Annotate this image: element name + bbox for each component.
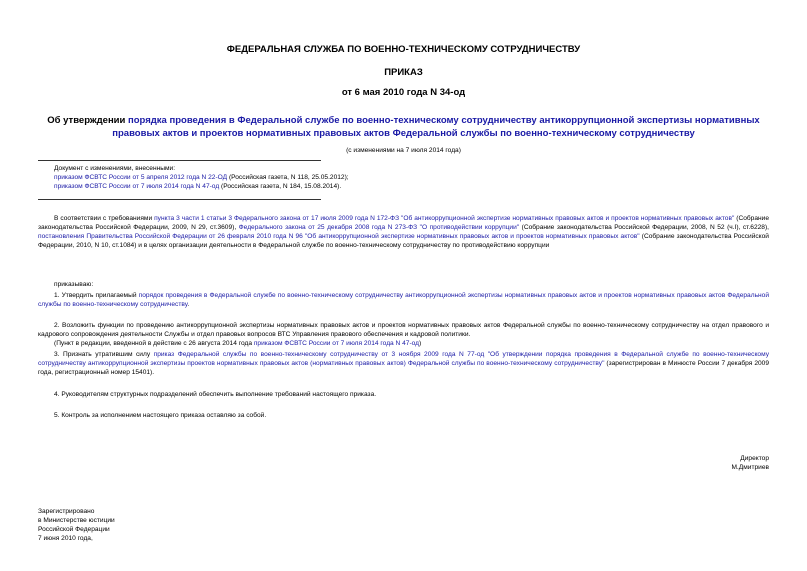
procedure-link[interactable]: порядок проведения в Федеральной службе по военно-техническому сотрудничеству антикоррупционной экспертизы нормативных правовых актов и проектов нормативных правовых актов Федеральной службы по военно-техническому сотрудничеству [38, 292, 769, 308]
note-link-47[interactable]: приказом ФСВТС России от 7 июля 2014 года N 47-од [253, 340, 420, 347]
changes-bottom-divider [38, 199, 321, 200]
preamble-link-law-273[interactable]: Федерального закона от 25 декабря 2008 года N 273-ФЗ "О противодействии коррупции" [238, 224, 520, 231]
paragraph-4: 4. Руководителям структурных подразделений обеспечить выполнение требований настоящего приказа. [54, 391, 377, 398]
agency-heading: ФЕДЕРАЛЬНАЯ СЛУЖБА ПО ВОЕННО-ТЕХНИЧЕСКОМУ СОТРУДНИЧЕСТВУ [226, 44, 581, 55]
date-heading: от 6 мая 2010 года N 34-од [341, 87, 466, 98]
change-link-1[interactable]: приказом ФСВТС России от 5 апреля 2012 года N 22-ОД [54, 174, 228, 181]
doc-type-heading: ПРИКАЗ [384, 67, 423, 78]
paragraph-2-note: (Пункт в редакции, введенной в действие с 26 августа 2014 года приказом ФСВТС России от 7 июля 2014 года N 47-од) [54, 340, 422, 347]
change-item: приказом ФСВТС России от 5 апреля 2012 года N 22-ОД (Российская газета, N 118, 25.05.2012); [54, 174, 349, 181]
title-prefix: Об утверждении [47, 115, 128, 126]
paragraph-1: 1. Утвердить прилагаемый порядок проведения в Федеральной службе по военно-техническому сотрудничеству антикоррупционной экспертизы нормативных правовых актов и проектов нормативных правовых актов Федеральной службы по военно-техническому сотрудничеству. [38, 292, 769, 308]
preamble-link-decree-96[interactable]: постановления Правительства Российской Федерации от 26 февраля 2010 года N 96 "Об антикоррупционной экспертизе нормативных правовых актов и проектов нормативных правовых актов" [38, 233, 640, 240]
registration-block: Зарегистрировано в Министерстве юстиции Российской Федерации 7 июня 2010 года, [38, 508, 115, 542]
signatory-name: М.Дмитриев [731, 464, 769, 471]
repealed-order-link[interactable]: приказ Федеральной службы по военно-техническому сотрудничеству от 3 ноября 2009 года N 77-од "Об утверждении порядка проведения в Федеральной службе по военно-техническому сотрудничеству антикоррупционной экспертизы проектов нормативных правовых актов (нормативных правовых актов) Федеральной службы по военно-техническому сотрудничеству" [38, 351, 770, 367]
signature-block [731, 454, 769, 472]
paragraph-5: 5. Контроль за исполнением настоящего приказа оставляю за собой. [54, 412, 267, 419]
changes-top-divider [38, 160, 321, 161]
change-item: приказом ФСВТС России от 7 июля 2014 года N 47-од (Российская газета, N 184, 15.08.2014). [54, 183, 342, 190]
paragraph-2: 2. Возложить функции по проведению антикоррупционной экспертизы нормативных правовых актов и проектов нормативных правовых актов Федеральной службы по военно-техническому сотрудничеству на отдел правового и кадрового сопровождения деятельности Службы и отдел правовых вопросов ВТС Управления правового обеспечения и кадровой политики. (Пункт в редакции, введенной в действие с 26 августа 2014 года приказом ФСВТС России от 7 июля 2014 года N 47-од) [38, 322, 769, 347]
preamble-paragraph: В соответствии с требованиями пункта 3 части 1 статьи 3 Федерального закона от 17 июля 2009 года N 172-ФЗ "Об антикоррупционной экспертизе нормативных правовых актов и проектов нормативных правовых актов" (Собрание законодательства Российской Федерации, 2009, N 29, ст.3609), Федерального закона от 25 декабря 2008 года N 273-ФЗ "О противодействии коррупции" (Собрание законодательства Российской Федерации, 2008, N 52 (ч.I), ст.6228), постановления Правительства Российской Федерации от 26 февраля 2010 года N 96 "Об антикоррупционной экспертизе нормативных правовых актов и проектов нормативных правовых актов" (Собрание законодательства Российской Федерации, 2010, N 10, ст.1084) и в целях организации деятельности в Федеральной службе по военно-техническому сотрудничеству по противодействию коррупции [38, 215, 769, 249]
order-word: приказываю: [54, 281, 94, 288]
edition-note: (с изменениями на 7 июля 2014 года) [346, 147, 461, 154]
paragraph-3: 3. Признать утратившим силу приказ Федеральной службы по военно-техническому сотрудничеству от 3 ноября 2009 года N 77-од "Об утверждении порядка проведения в Федеральной службе по военно-техническому сотрудничеству антикоррупционной экспертизы проектов нормативных правовых актов (нормативных правовых актов) Федеральной службы по военно-техническому сотрудничеству" (зарегистрирован в Минюсте России 7 декабря 2009 года, регистрационный номер 15401). [38, 351, 770, 376]
document-title [30, 114, 777, 140]
preamble-link-law-172[interactable]: пункта 3 части 1 статьи 3 Федерального закона от 17 июля 2009 года N 172-ФЗ "Об антикоррупционной экспертизе нормативных правовых актов и проектов нормативных правовых актов" [154, 215, 735, 222]
title-link[interactable]: порядка проведения в Федеральной службе по военно-техническому сотрудничеству антикоррупционной экспертизы нормативных правовых актов и проектов нормативных правовых актов Федеральной службы по военно-техническому сотрудничеству [112, 115, 760, 139]
signatory-position: Директор [740, 455, 769, 462]
changes-heading: Документ с изменениями, внесенными: [54, 165, 176, 172]
change-link-2[interactable]: приказом ФСВТС России от 7 июля 2014 года N 47-од [54, 183, 220, 190]
changes-block [54, 164, 554, 191]
